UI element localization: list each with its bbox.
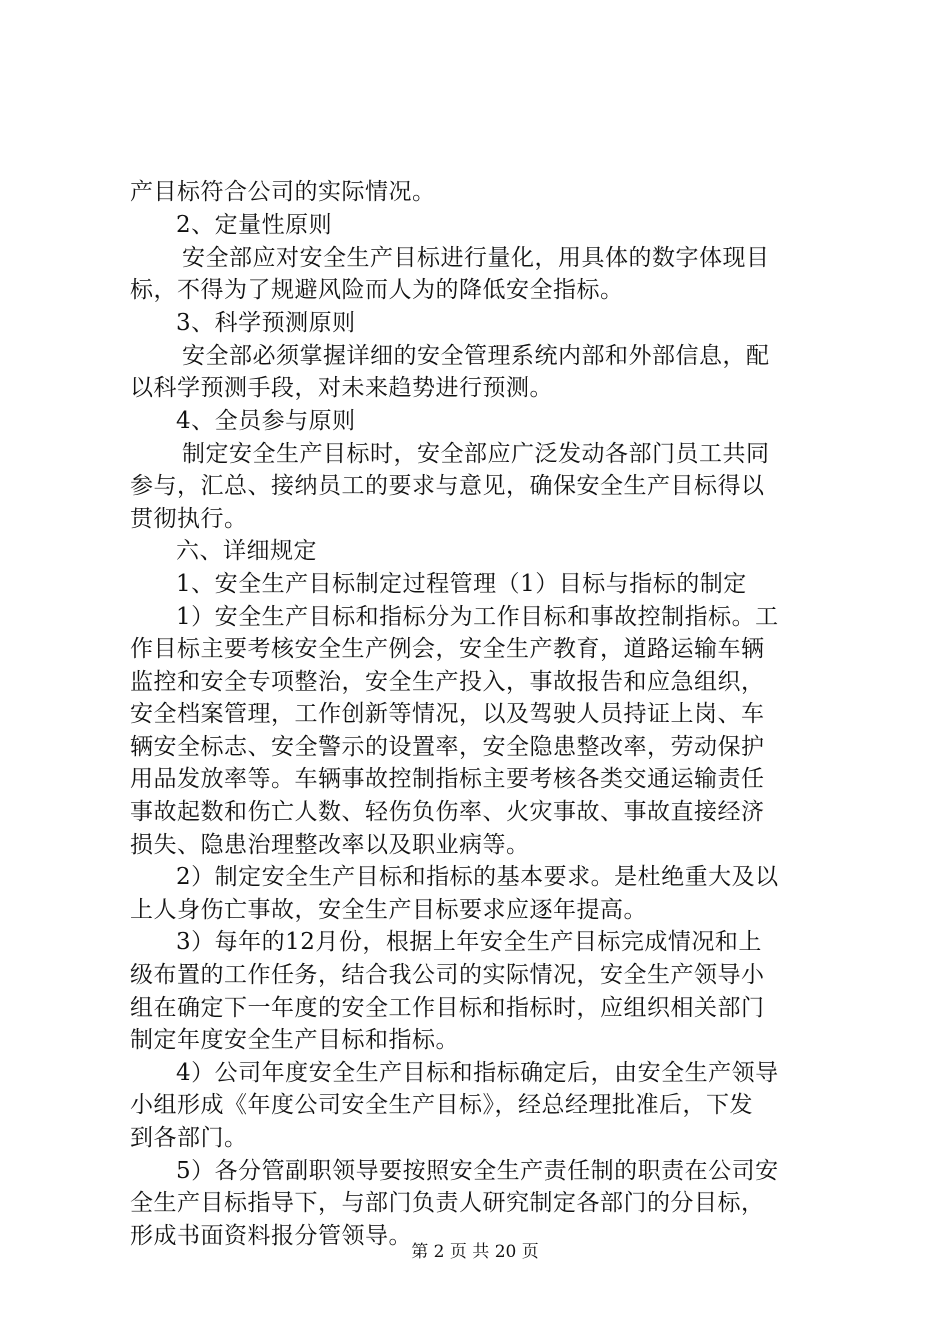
text-line: 4）公司年度安全生产目标和指标确定后，由安全生产领导	[176, 1060, 779, 1086]
text-line: 到各部门。	[130, 1125, 248, 1151]
text-line: 3）每年的12月份，根据上年安全生产目标完成情况和上	[176, 929, 762, 955]
text-line: 用品发放率等。车辆事故控制指标主要考核各类交通运输责任	[130, 766, 765, 792]
text-line: 全生产目标指导下，与部门负责人研究制定各部门的分目标，	[130, 1190, 765, 1216]
text-line: 2）制定安全生产目标和指标的基本要求。是杜绝重大及以	[176, 864, 779, 890]
text-line: 辆安全标志、安全警示的设置率，安全隐患整改率，劳动保护	[130, 734, 765, 760]
text-line: 制定年度安全生产目标和指标。	[130, 1027, 459, 1053]
text-line: 事故起数和伤亡人数、轻伤负伤率、火灾事故、事故直接经济	[130, 799, 765, 825]
text-line: 小组形成《年度公司安全生产目标》，经总经理批准后，下发	[130, 1092, 753, 1118]
text-line: 组在确定下一年度的安全工作目标和指标时，应组织相关部门	[130, 995, 765, 1021]
text-line: 产目标符合公司的实际情况。	[130, 179, 436, 205]
text-line: 制定安全生产目标时，安全部应广泛发动各部门员工共同	[182, 441, 770, 467]
text-line: 安全部必须掌握详细的安全管理系统内部和外部信息，配	[182, 343, 770, 369]
text-line: 参与，汇总、接纳员工的要求与意见，确保安全生产目标得以	[130, 473, 765, 499]
section-heading: 六、详细规定	[176, 538, 317, 564]
section-heading: 4、全员参与原则	[176, 408, 356, 434]
text-line: 1、安全生产目标制定过程管理（1）目标与指标的制定	[176, 571, 747, 597]
text-line: 标，不得为了规避风险而人为的降低安全指标。	[130, 277, 624, 303]
section-heading: 2、定量性原则	[176, 212, 333, 238]
text-line: 上人身伤亡事故，安全生产目标要求应逐年提高。	[130, 897, 647, 923]
section-heading: 3、科学预测原则	[176, 310, 356, 336]
text-line: 级布置的工作任务，结合我公司的实际情况，安全生产领导小	[130, 962, 765, 988]
text-line: 形成书面资料报分管领导。	[130, 1223, 412, 1249]
page-number-footer: 第 2 页 共 20 页	[411, 1242, 539, 1262]
text-line: 监控和安全专项整治，安全生产投入，事故报告和应急组织，	[130, 669, 765, 695]
text-line: 作目标主要考核安全生产例会，安全生产教育，道路运输车辆	[130, 636, 765, 662]
text-line: 贯彻执行。	[130, 506, 248, 532]
text-line: 5）各分管副职领导要按照安全生产责任制的职责在公司安	[176, 1158, 779, 1184]
text-line: 以科学预测手段，对未来趋势进行预测。	[130, 375, 553, 401]
text-line: 1）安全生产目标和指标分为工作目标和事故控制指标。工	[176, 604, 779, 630]
text-line: 损失、隐患治理整改率以及职业病等。	[130, 832, 530, 858]
text-line: 安全档案管理，工作创新等情况，以及驾驶人员持证上岗、车	[130, 701, 765, 727]
text-line: 安全部应对安全生产目标进行量化，用具体的数字体现目	[182, 245, 770, 271]
